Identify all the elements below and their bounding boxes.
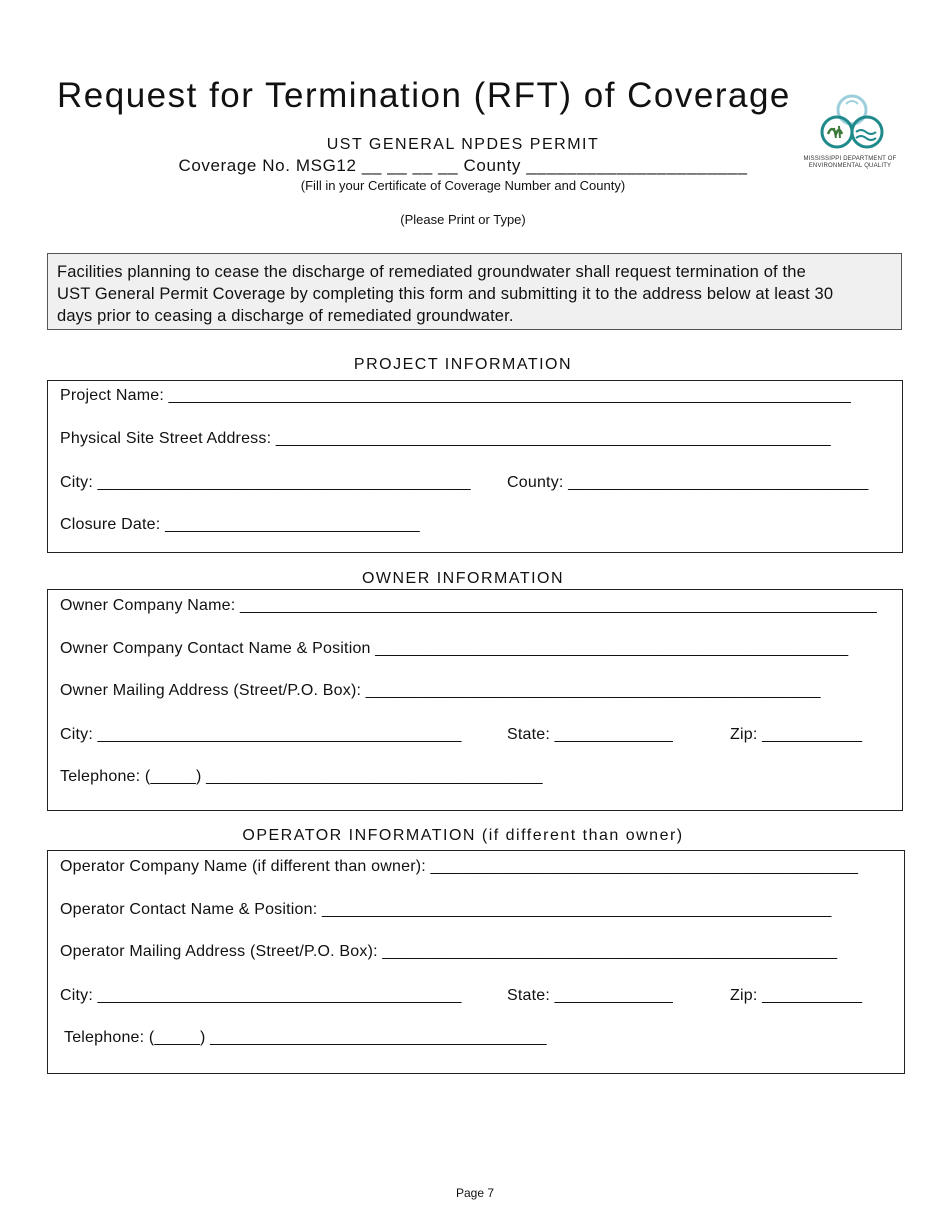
coverage-number-field[interactable]: Coverage No. MSG12 __ __ __ __ County ______________________ (178, 156, 748, 175)
notice-box (47, 253, 902, 330)
page-title: Request for Termination (RFT) of Coverage (57, 76, 791, 115)
owner-telephone-field[interactable]: Telephone: (_____) _____________________________________ (60, 768, 543, 785)
notice-line: days prior to ceasing a discharge of remediated groundwater. (57, 307, 514, 325)
permit-name: UST GENERAL NPDES PERMIT (326, 136, 600, 153)
print-instruction: (Please Print or Type) (400, 212, 526, 227)
owner-state-field[interactable]: State: _____________ (507, 726, 673, 743)
logo-caption: MISSISSIPPI DEPARTMENT OF ENVIRONMENTAL QUALITY (803, 156, 897, 169)
site-street-address-field[interactable]: Physical Site Street Address: _____________________________________________________________ (60, 430, 831, 447)
operator-contact-field[interactable]: Operator Contact Name & Position: ________________________________________________________ (60, 901, 832, 918)
project-section-heading: PROJECT INFORMATION (353, 356, 573, 373)
operator-city-field[interactable]: City: ________________________________________ (60, 987, 462, 1004)
owner-section-heading: OWNER INFORMATION (361, 570, 565, 587)
operator-company-name-field[interactable]: Operator Company Name (if different than owner): _______________________________________________ (60, 858, 859, 875)
page-number: Page 7 (455, 1186, 495, 1200)
notice-line: UST General Permit Coverage by completing this form and submitting it to the address below at least 30 (57, 285, 834, 303)
operator-state-field[interactable]: State: _____________ (507, 987, 673, 1004)
owner-city-field[interactable]: City: ________________________________________ (60, 726, 462, 743)
project-city-field[interactable]: City: _________________________________________ (60, 474, 471, 491)
operator-telephone-field[interactable]: Telephone: (_____) _____________________________________ (64, 1029, 547, 1046)
notice-line: Facilities planning to cease the discharge of remediated groundwater shall request termination of the (57, 263, 806, 281)
operator-zip-field[interactable]: Zip: ___________ (730, 987, 863, 1004)
operator-section-heading: OPERATOR INFORMATION (if different than owner) (242, 827, 684, 844)
project-name-field[interactable]: Project Name: ___________________________________________________________________________ (60, 387, 851, 404)
owner-company-name-field[interactable]: Owner Company Name: ______________________________________________________________________ (60, 597, 877, 614)
operator-mailing-address-field[interactable]: Operator Mailing Address (Street/P.O. Box): __________________________________________________ (60, 943, 838, 960)
closure-date-field[interactable]: Closure Date: ____________________________ (60, 516, 420, 533)
fill-instruction: (Fill in your Certificate of Coverage Number and County) (300, 178, 626, 193)
project-county-field[interactable]: County: _________________________________ (507, 474, 869, 491)
owner-zip-field[interactable]: Zip: ___________ (730, 726, 863, 743)
owner-contact-field[interactable]: Owner Company Contact Name & Position ____________________________________________________ (60, 640, 849, 657)
owner-mailing-address-field[interactable]: Owner Mailing Address (Street/P.O. Box): __________________________________________________ (60, 682, 821, 699)
